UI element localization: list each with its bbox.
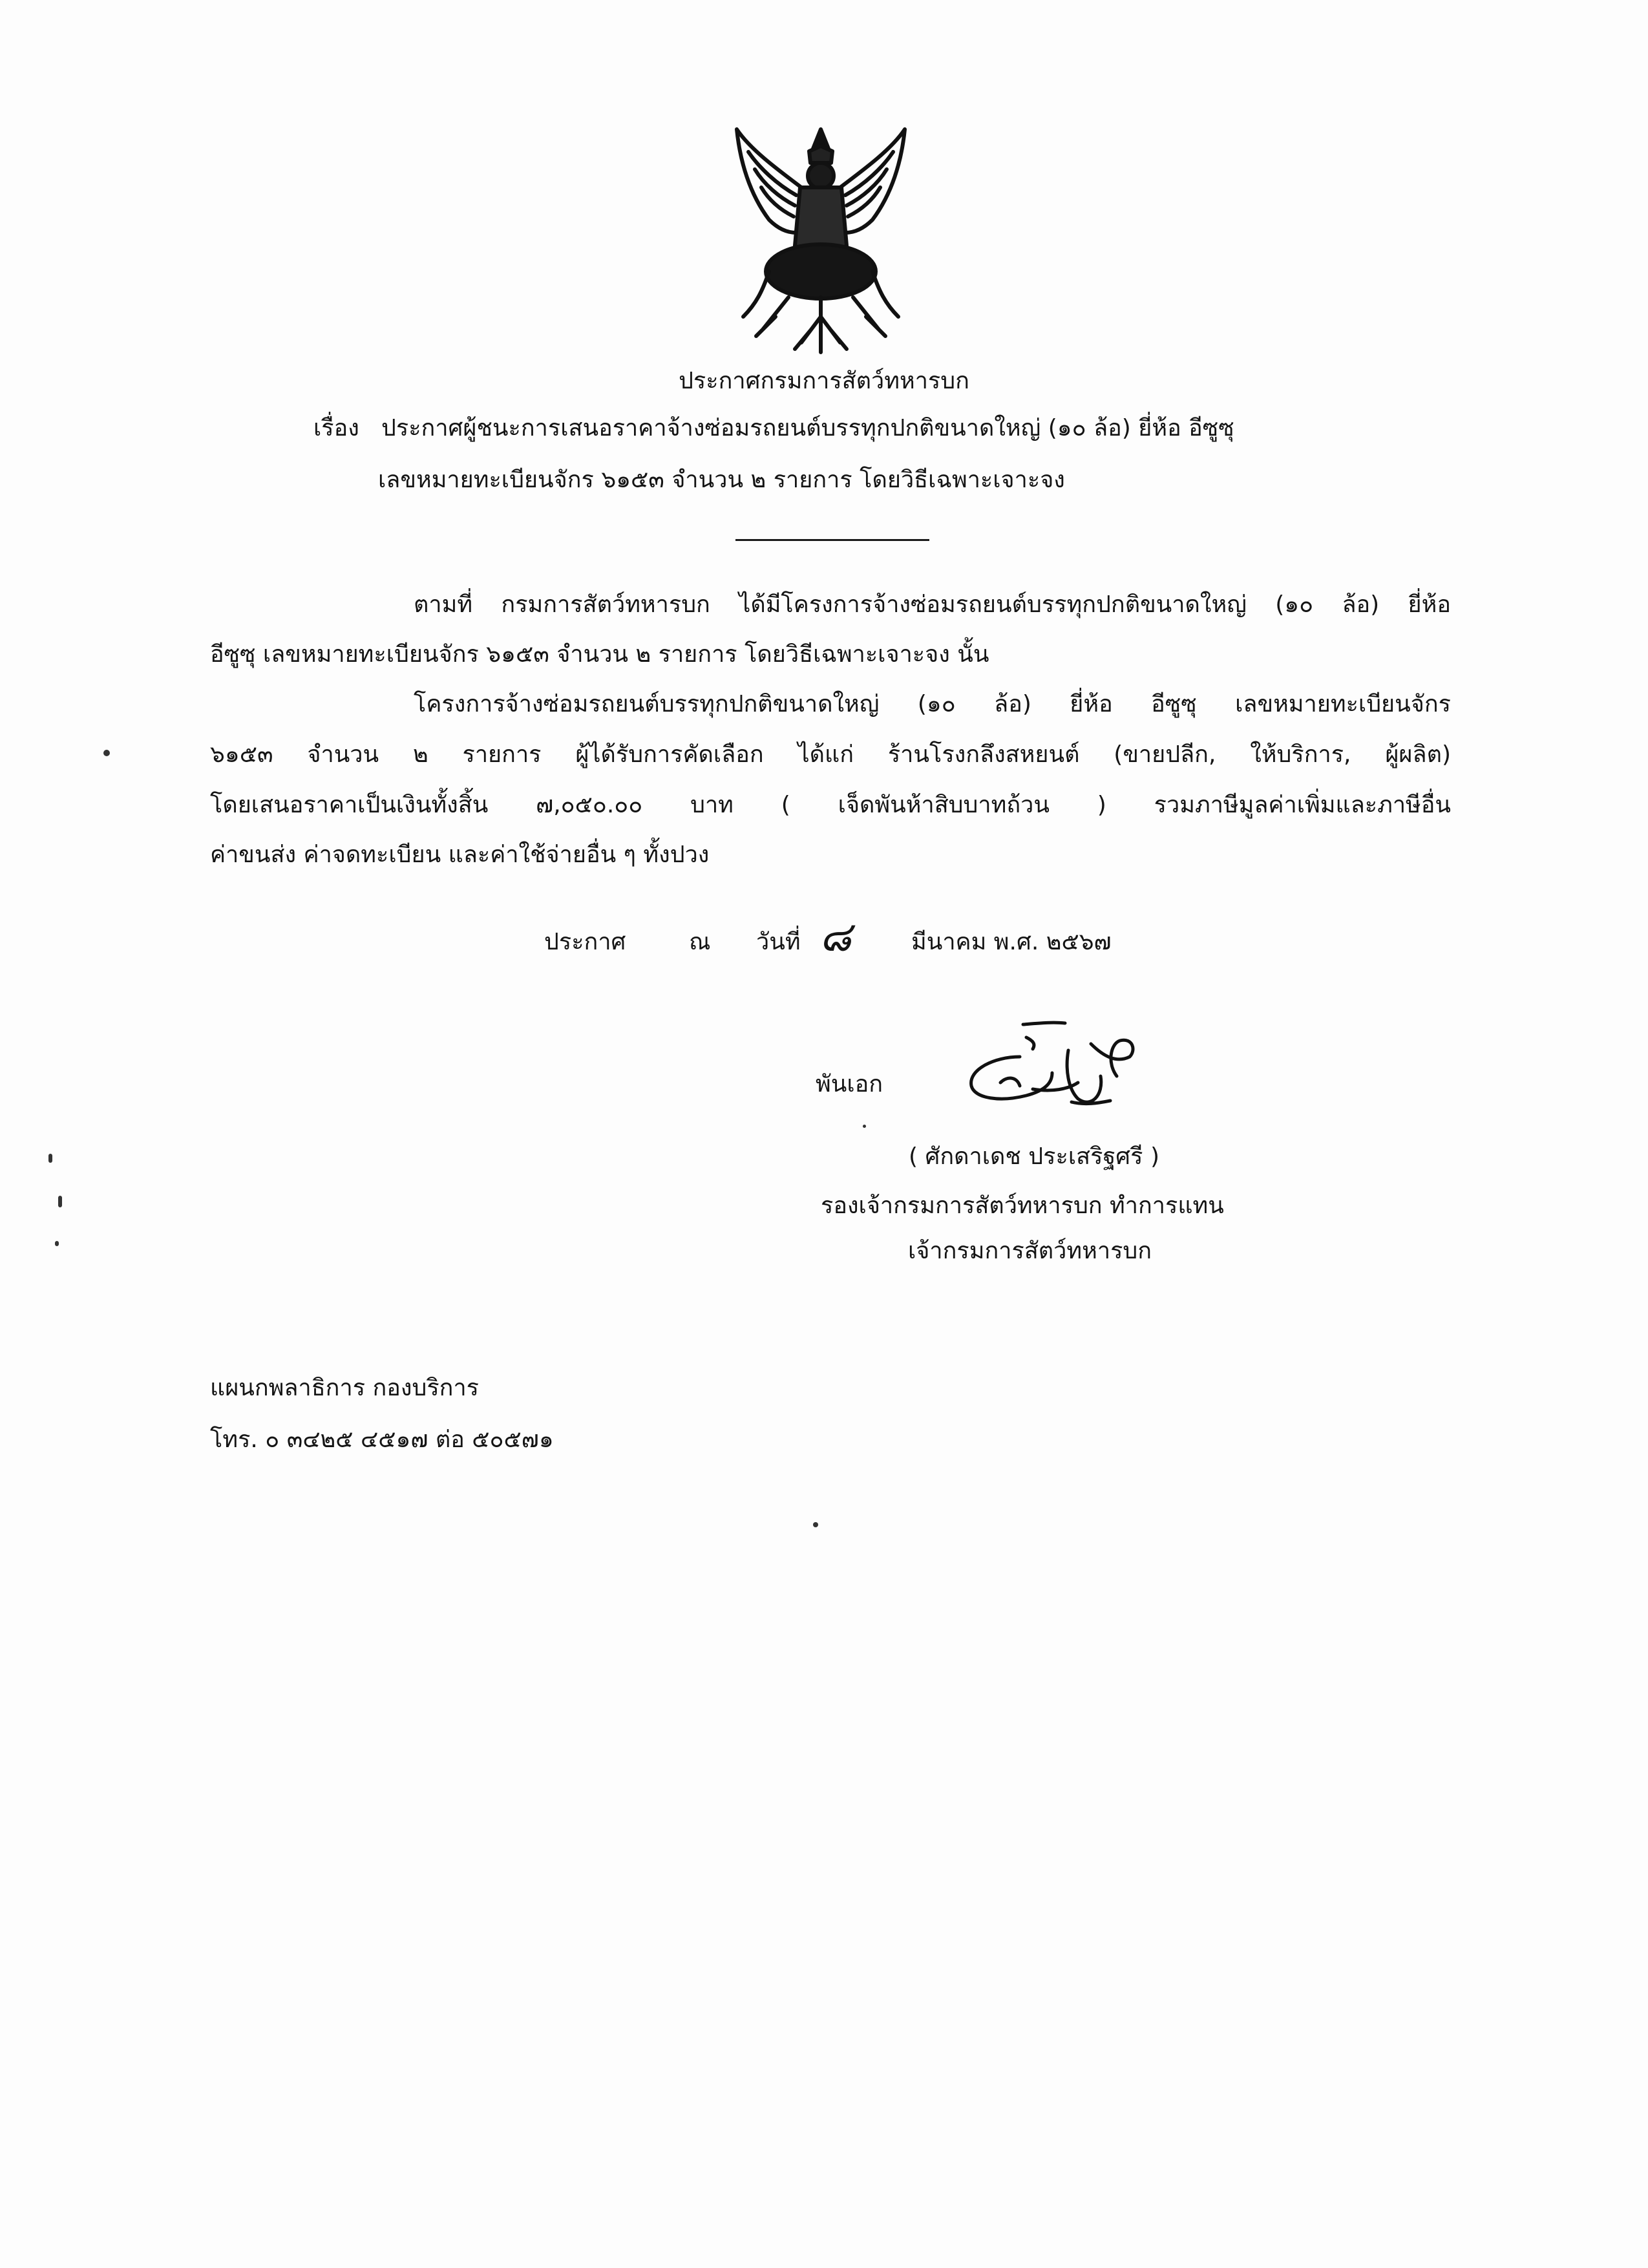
signatory-position-2: เจ้ากรมการสัตว์ทหารบก bbox=[908, 1238, 1152, 1264]
page-title: ประกาศกรมการสัตว์ทหารบก bbox=[679, 368, 969, 394]
month-year: มีนาคม พ.ศ. ๒๕๖๗ bbox=[911, 929, 1112, 955]
title-divider bbox=[735, 539, 929, 541]
scan-speck bbox=[48, 1154, 52, 1163]
paragraph-1-line-1: ตามที่ กรมการสัตว์ทหารบก ได้มีโครงการจ้างซ่อมรถยนต์บรรทุกปกติขนาดใหญ่ (๑๐ ล้อ) ยี่ห้อ bbox=[414, 591, 1451, 618]
handwritten-day: ๘ bbox=[819, 913, 852, 961]
scan-speck bbox=[813, 1522, 818, 1527]
signatory-name: ( ศักดาเดช ประเสริฐศรี ) bbox=[909, 1143, 1159, 1170]
signatory-rank: พันเอก bbox=[816, 1071, 883, 1097]
paragraph-2-line-3: โดยเสนอราคาเป็นเงินทั้งสิ้น ๗,๐๕๐.๐๐ บาท ( เจ็ดพันห้าสิบบาทถ้วน ) รวมภาษีมูลค่าเพิ่มและภาษีอื่น bbox=[210, 792, 1451, 818]
paragraph-1-line-2: อีซูซุ เลขหมายทะเบียนจักร ๖๑๕๓ จำนวน ๒ รายการ โดยวิธีเฉพาะเจาะจง นั้น bbox=[210, 641, 989, 668]
subject-label: เรื่อง bbox=[313, 415, 359, 441]
announce-word: ประกาศ bbox=[544, 929, 626, 955]
scan-speck bbox=[863, 1125, 866, 1128]
contact-phone: โทร. ๐ ๓๔๒๕ ๔๕๑๗ ต่อ ๕๐๕๗๑ bbox=[210, 1426, 554, 1453]
scan-speck bbox=[58, 1196, 62, 1207]
contact-department: แผนกพลาธิการ กองบริการ bbox=[210, 1375, 480, 1401]
paragraph-2-line-2: ๖๑๕๓ จำนวน ๒ รายการ ผู้ได้รับการคัดเลือก ได้แก่ ร้านโรงกลึงสหยนต์ (ขายปลีก, ให้บริการ, ผู้ผลิต) bbox=[210, 741, 1451, 768]
paragraph-2-line-4: ค่าขนส่ง ค่าจดทะเบียน และค่าใช้จ่ายอื่น ๆ ทั้งปวง bbox=[210, 842, 710, 868]
announce-at: ณ bbox=[689, 929, 711, 955]
signatory-position-1: รองเจ้ากรมการสัตว์ทหารบก ทำการแทน bbox=[821, 1192, 1224, 1219]
garuda-emblem-icon bbox=[724, 123, 918, 355]
subject-line-2: เลขหมายทะเบียนจักร ๖๑๕๓ จำนวน ๒ รายการ โดยวิธีเฉพาะเจาะจง bbox=[378, 467, 1065, 493]
date-label: วันที่ bbox=[756, 929, 801, 955]
subject-line-1: ประกาศผู้ชนะการเสนอราคาจ้างซ่อมรถยนต์บรรทุกปกติขนาดใหญ่ (๑๐ ล้อ) ยี่ห้อ อีซูซุ bbox=[381, 415, 1234, 441]
scan-speck bbox=[55, 1241, 59, 1246]
signature-icon bbox=[955, 1012, 1162, 1128]
scan-speck bbox=[103, 750, 110, 756]
paragraph-2-line-1: โครงการจ้างซ่อมรถยนต์บรรทุกปกติขนาดใหญ่ (๑๐ ล้อ) ยี่ห้อ อีซูซุ เลขหมายทะเบียนจักร bbox=[414, 691, 1451, 717]
